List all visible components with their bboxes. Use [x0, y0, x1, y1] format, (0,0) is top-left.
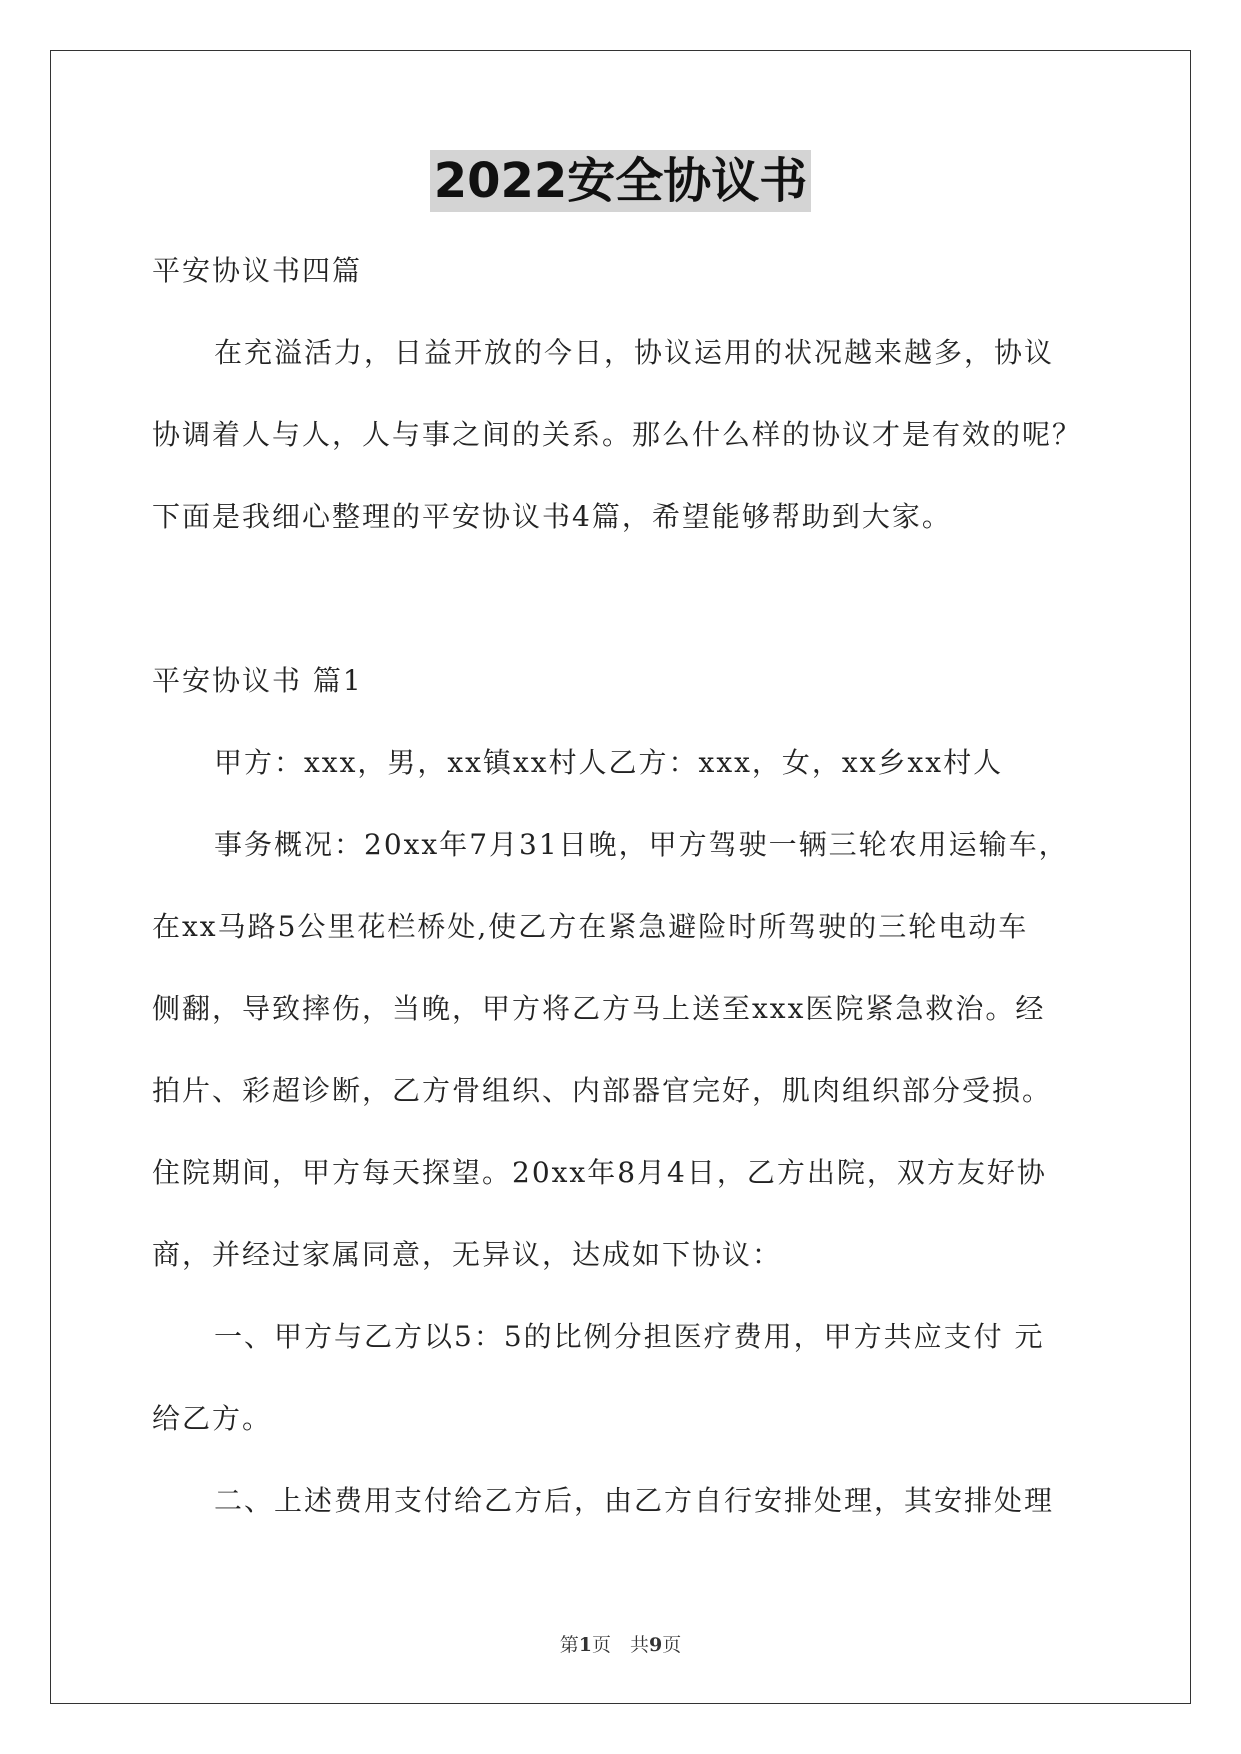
total-pages-number: 9 [649, 1634, 663, 1656]
paragraph-line: 在xx马路5公里花栏桥处,使乙方在紧急避险时所驾驶的三轮电动车 [152, 910, 1029, 943]
footer-prefix: 第 [559, 1634, 579, 1656]
paragraph-line: 二、上述费用支付给乙方后，由乙方自行安排处理，其安排处理 [214, 1484, 1055, 1517]
title-area [0, 150, 1241, 212]
footer-suffix: 页 [662, 1634, 682, 1656]
current-page-number: 1 [578, 1634, 592, 1656]
paragraph-line: 商，并经过家属同意，无异议，达成如下协议： [152, 1238, 783, 1271]
paragraph-gap [152, 558, 1092, 640]
paragraph-line: 侧翻，导致摔伤，当晚，甲方将乙方马上送至xxx医院紧急救治。经 [152, 992, 1046, 1025]
section-heading: 平安协议书四篇 [152, 254, 363, 287]
paragraph-line: 事务概况：20xx年7月31日晚，甲方驾驶一辆三轮农用运输车， [214, 828, 1069, 861]
paragraph-line: 住院期间，甲方每天探望。20xx年8月4日，乙方出院，双方友好协 [152, 1156, 1047, 1189]
document-body [152, 230, 1092, 1542]
footer-middle: 页 共 [591, 1634, 649, 1656]
paragraph-line: 拍片、彩超诊断，乙方骨组织、内部器官完好，肌肉组织部分受损。 [152, 1074, 1053, 1107]
document-title: 2022安全协议书 [430, 150, 812, 212]
paragraph-line: 给乙方。 [152, 1402, 273, 1435]
paragraph-line: 甲方：xxx，男，xx镇xx村人乙方：xxx，女，xx乡xx村人 [214, 746, 1004, 779]
paragraph-line: 在充溢活力，日益开放的今日，协议运用的状况越来越多，协议 [214, 336, 1055, 369]
paragraph-line: 协调着人与人，人与事之间的关系。那么什么样的协议才是有效的呢？ [152, 418, 1083, 451]
paragraph-line: 一、甲方与乙方以5：5的比例分担医疗费用，甲方共应支付 元 [214, 1320, 1045, 1353]
paragraph-line: 下面是我细心整理的平安协议书4篇，希望能够帮助到大家。 [152, 500, 952, 533]
page-footer [0, 1630, 1241, 1657]
section-heading: 平安协议书 篇1 [152, 664, 363, 697]
